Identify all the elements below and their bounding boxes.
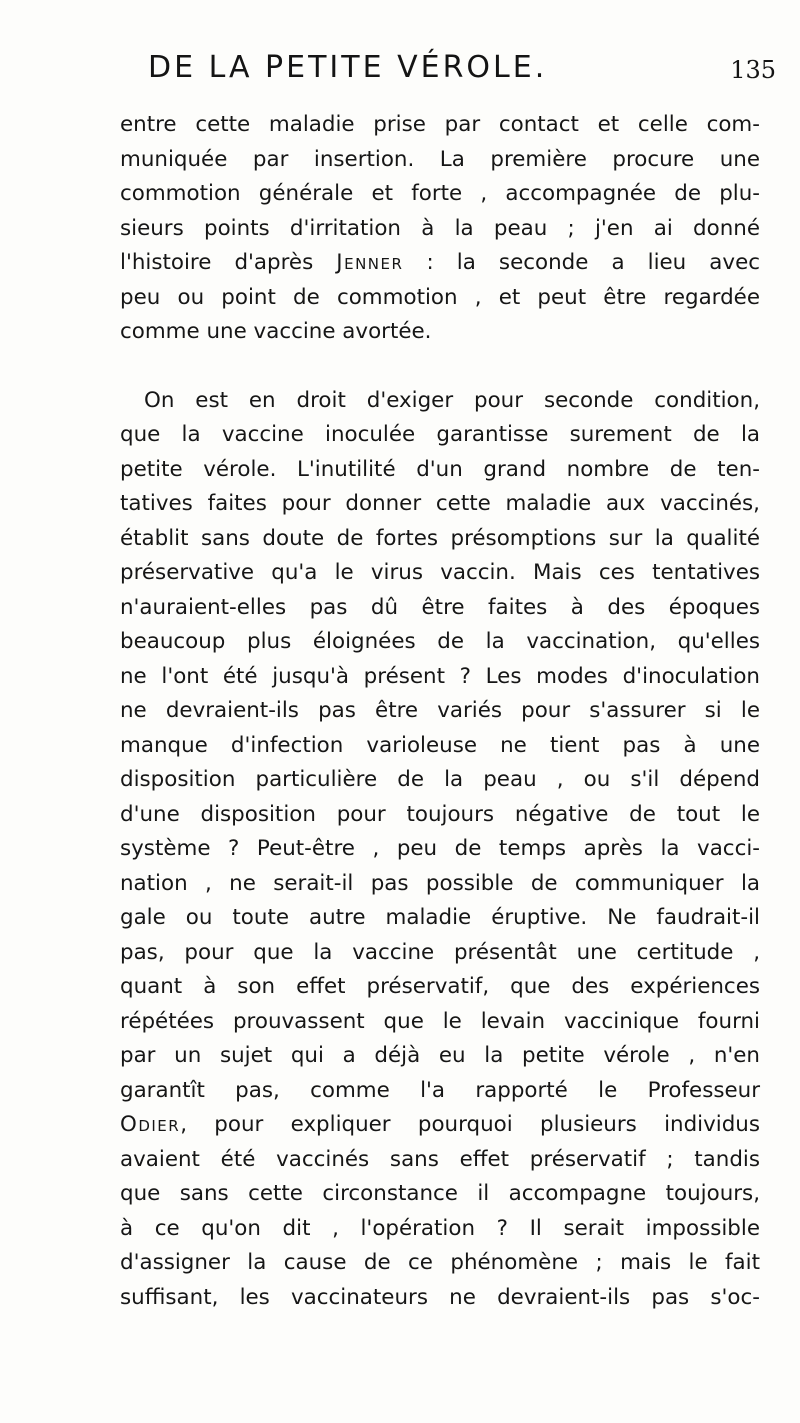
text-line: comme une vaccine avortée. (120, 319, 432, 344)
text-line: On est en droit d'exiger pour seconde condition, (144, 387, 760, 413)
running-header: DE LA PETITE VÉROLE. (148, 50, 548, 85)
text-line: peu ou point de commotion , et peut être regardée (120, 284, 760, 310)
text-line: par un sujet qui a déjà eu la petite vérole , n'en (120, 1043, 760, 1068)
text-line: garantît pas, comme l'a rapporté le Professeur (120, 1077, 760, 1103)
text-line: beaucoup plus éloignées de la vaccination, qu'elles (120, 629, 760, 654)
text-line (120, 1108, 760, 1143)
author-name-jenner: Jenner (336, 250, 404, 275)
text-fragment: l'histoire d'après (120, 250, 337, 275)
text-fragment: , pour expliquer pourquoi plusieurs individus (180, 1112, 760, 1137)
text-line: ne devraient-ils pas être variés pour s'assurer si le (120, 698, 760, 723)
text-line (120, 246, 760, 281)
text-line: répétées prouvassent que le levain vaccinique fourni (120, 1008, 760, 1034)
text-line: établit sans doute de fortes présomptions sur la qualité (120, 525, 760, 551)
text-line: pas, pour que la vaccine présentât une certitude , (120, 939, 760, 965)
author-name-odier: Odier (120, 1112, 181, 1137)
text-line: préservative qu'a le virus vaccin. Mais ces tentatives (120, 560, 760, 585)
text-line: tatives faites pour donner cette maladie aux vaccinés, (120, 491, 760, 516)
text-line: à ce qu'on dit , l'opération ? Il serait impossible (120, 1215, 760, 1241)
text-line: que sans cette circonstance il accompagne toujours, (120, 1181, 760, 1206)
paragraph-gap (120, 350, 760, 384)
text-line: que la vaccine inoculée garantisse surement de la (120, 422, 760, 447)
text-line: d'assigner la cause de ce phénomène ; mais le fait (120, 1250, 760, 1275)
text-line: petite vérole. L'inutilité d'un grand nombre de ten- (120, 456, 760, 482)
text-line: d'une disposition pour toujours négative de tout le (120, 801, 760, 827)
page-number: 135 (730, 56, 776, 84)
text-line: nation , ne serait-il pas possible de communiquer la (120, 870, 760, 896)
text-line: commotion générale et forte , accompagnée de plu- (120, 181, 760, 206)
page-body (120, 108, 760, 1315)
text-line: ne l'ont été jusqu'à présent ? Les modes d'inoculation (120, 663, 760, 689)
text-line: disposition particulière de la peau , ou s'il dépend (120, 767, 760, 792)
text-line: avaient été vaccinés sans effet préservatif ; tandis (120, 1146, 760, 1172)
text-line: système ? Peut-être , peu de temps après la vacci- (120, 836, 760, 861)
text-line: n'auraient-elles pas dû être faites à des époques (120, 594, 760, 620)
text-line: suffisant, les vaccinateurs ne devraient-ils pas s'oc- (120, 1284, 760, 1310)
text-line: gale ou toute autre maladie éruptive. Ne faudrait-il (120, 905, 760, 930)
text-line: manque d'infection varioleuse ne tient pas à une (120, 732, 760, 758)
text-line: sieurs points d'irritation à la peau ; j'en ai donné (120, 215, 760, 241)
text-line: quant à son effet préservatif, que des expériences (120, 974, 760, 999)
text-line: muniquée par insertion. La première procure une (120, 146, 760, 172)
text-fragment: : la seconde a lieu avec (403, 250, 760, 275)
text-line: entre cette maladie prise par contact et celle com- (120, 112, 760, 137)
